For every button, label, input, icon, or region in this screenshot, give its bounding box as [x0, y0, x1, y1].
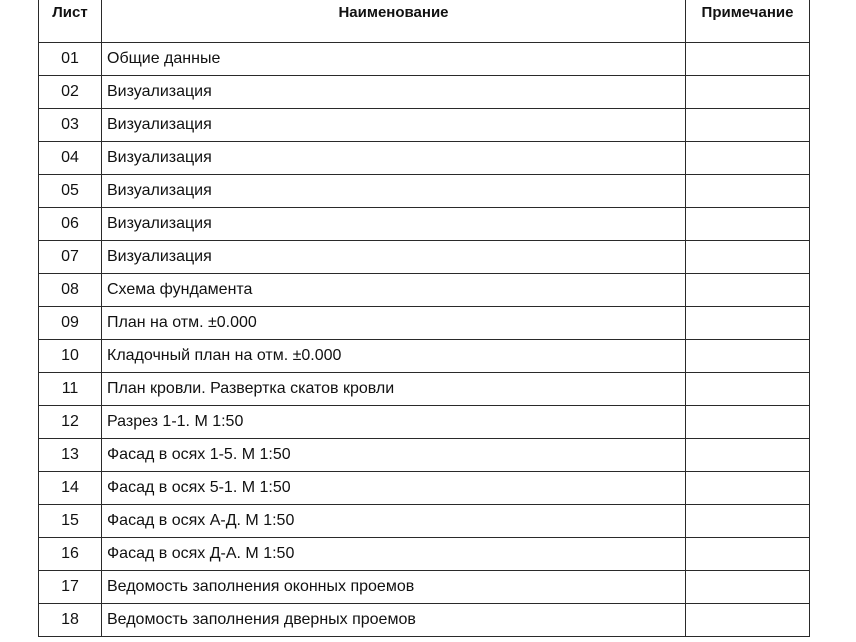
sheet-name: Фасад в осях А-Д. М 1:50 — [102, 505, 686, 538]
table-row — [39, 604, 810, 637]
sheet-note — [686, 571, 810, 604]
sheet-note — [686, 307, 810, 340]
header-row — [39, 0, 810, 43]
table-row — [39, 109, 810, 142]
sheet-number: 08 — [39, 274, 102, 307]
table-row — [39, 505, 810, 538]
table-row — [39, 241, 810, 274]
sheet-name: Схема фундамента — [102, 274, 686, 307]
sheet-name: План на отм. ±0.000 — [102, 307, 686, 340]
sheet-note — [686, 406, 810, 439]
sheet-number: 14 — [39, 472, 102, 505]
sheet-number: 18 — [39, 604, 102, 637]
sheet-number: 13 — [39, 439, 102, 472]
table-row — [39, 43, 810, 76]
sheet-note — [686, 472, 810, 505]
sheet-number: 09 — [39, 307, 102, 340]
sheet-note — [686, 43, 810, 76]
table-row — [39, 76, 810, 109]
sheet-note — [686, 373, 810, 406]
sheet-number: 16 — [39, 538, 102, 571]
sheet-name: План кровли. Развертка скатов кровли — [102, 373, 686, 406]
sheet-name: Визуализация — [102, 76, 686, 109]
sheet-name: Визуализация — [102, 241, 686, 274]
table-row — [39, 142, 810, 175]
table-row — [39, 373, 810, 406]
sheet-number: 06 — [39, 208, 102, 241]
table-row — [39, 472, 810, 505]
table-row — [39, 175, 810, 208]
sheet-number: 01 — [39, 43, 102, 76]
header-note: Примечание — [686, 0, 810, 43]
sheet-number: 10 — [39, 340, 102, 373]
sheet-name: Кладочный план на отм. ±0.000 — [102, 340, 686, 373]
sheet-note — [686, 340, 810, 373]
sheet-note — [686, 505, 810, 538]
sheet-name: Визуализация — [102, 142, 686, 175]
sheet-name: Фасад в осях 5-1. М 1:50 — [102, 472, 686, 505]
sheet-note — [686, 538, 810, 571]
sheet-number: 02 — [39, 76, 102, 109]
sheet-name: Фасад в осях 1-5. М 1:50 — [102, 439, 686, 472]
sheet-note — [686, 208, 810, 241]
sheet-number: 15 — [39, 505, 102, 538]
table-row — [39, 406, 810, 439]
sheet-number: 17 — [39, 571, 102, 604]
sheet-number: 11 — [39, 373, 102, 406]
sheet-list-table — [38, 0, 810, 637]
sheet-name: Разрез 1-1. М 1:50 — [102, 406, 686, 439]
table-row — [39, 538, 810, 571]
sheet-note — [686, 109, 810, 142]
table-row — [39, 439, 810, 472]
sheet-note — [686, 274, 810, 307]
sheet-number: 12 — [39, 406, 102, 439]
sheet-name: Общие данные — [102, 43, 686, 76]
sheet-note — [686, 604, 810, 637]
sheet-name: Ведомость заполнения дверных проемов — [102, 604, 686, 637]
sheet-number: 07 — [39, 241, 102, 274]
table-row — [39, 208, 810, 241]
sheet-note — [686, 142, 810, 175]
sheet-note — [686, 439, 810, 472]
table-row — [39, 274, 810, 307]
sheet-note — [686, 241, 810, 274]
header-sheet: Лист — [39, 0, 102, 43]
sheet-name: Визуализация — [102, 175, 686, 208]
table-row — [39, 307, 810, 340]
sheet-note — [686, 175, 810, 208]
sheet-name: Ведомость заполнения оконных проемов — [102, 571, 686, 604]
sheet-name: Визуализация — [102, 208, 686, 241]
sheet-number: 03 — [39, 109, 102, 142]
table-row — [39, 340, 810, 373]
table-row — [39, 571, 810, 604]
header-name: Наименование — [102, 0, 686, 43]
sheet-name: Фасад в осях Д-А. М 1:50 — [102, 538, 686, 571]
sheet-number: 04 — [39, 142, 102, 175]
sheet-name: Визуализация — [102, 109, 686, 142]
sheet-note — [686, 76, 810, 109]
sheet-number: 05 — [39, 175, 102, 208]
